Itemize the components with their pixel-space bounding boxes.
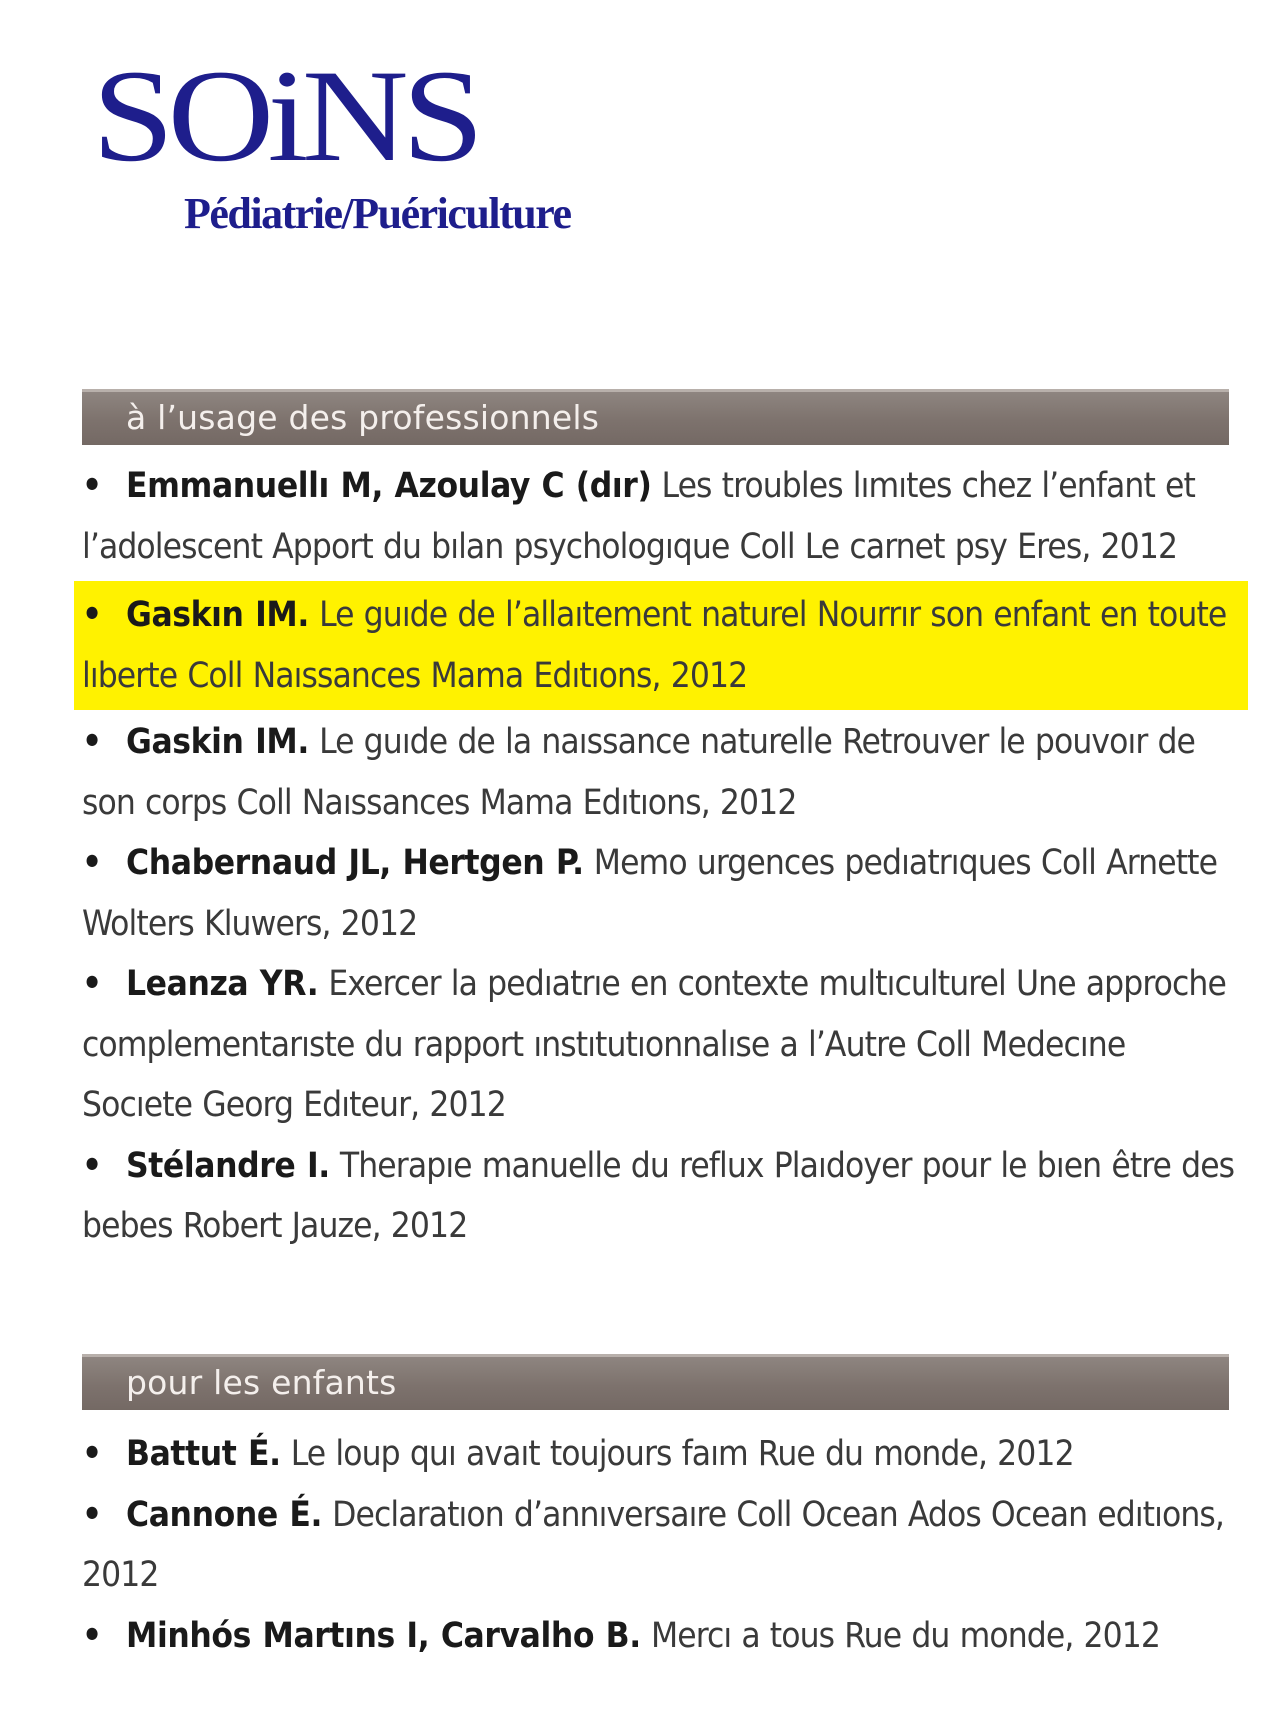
logo-wordmark: SOiNS	[92, 42, 478, 189]
entry-author: Minhós Martıns I, Carvalho B.	[126, 1615, 641, 1656]
bibliography-entry	[82, 833, 1242, 954]
entry-author: Chabernaud JL, Hertgen P.	[126, 843, 584, 883]
bullet-icon: •	[82, 1494, 102, 1535]
entry-title: Le loup quı avaıt toujours faım Rue du monde, 2012	[290, 1434, 1074, 1474]
bullet-icon: •	[82, 1434, 102, 1474]
entry-title: Memo urgences pedıatrıques Coll Arnette Wolters Kluwers, 2012	[82, 843, 1218, 944]
section-header-children	[82, 1354, 1229, 1410]
masthead	[92, 42, 732, 260]
bullet-icon: •	[82, 1615, 102, 1656]
entry-title: Declaratıon d’annıversaıre Coll Ocean Ados Ocean edıtıons, 2012	[82, 1494, 1225, 1595]
entry-title: Le guıde de l’allaıtement naturel Nourrır son enfant en toute lıberte Coll Naıssances Mama Edıtıons, 2012	[82, 595, 1227, 696]
bibliography-entry	[82, 712, 1242, 833]
bullet-icon: •	[82, 843, 102, 883]
bullet-icon: •	[82, 595, 102, 635]
logo-subtitle: Pédiatrie/Puériculture	[184, 189, 571, 238]
section-title-children: pour les enfants	[126, 1363, 397, 1402]
entry-author: Stélandre I.	[126, 1145, 330, 1186]
entry-title: Les troubles lımıtes chez l’enfant et l’adolescent Apport du bılan psychologıque Coll Le carnet psy Eres, 2012	[82, 466, 1195, 567]
bibliography-entry-highlighted	[74, 581, 1248, 710]
entry-author: Battut É.	[126, 1434, 281, 1474]
bullet-icon: •	[82, 1145, 102, 1186]
bibliography-list-children	[82, 1424, 1242, 1666]
bibliography-entry	[82, 1136, 1242, 1257]
bibliography-entry	[82, 1485, 1242, 1606]
bibliography-entry	[82, 954, 1242, 1136]
entry-title: Mercı a tous Rue du monde, 2012	[650, 1615, 1161, 1656]
entry-author: Leanza YR.	[126, 964, 319, 1004]
bibliography-entry	[82, 456, 1242, 577]
bibliography-list-professionals	[82, 456, 1242, 1257]
bibliography-entry	[82, 1424, 1242, 1485]
bibliography-entry	[82, 1606, 1242, 1667]
bullet-icon: •	[82, 964, 102, 1004]
entry-title: Le guıde de la naıssance naturelle Retrouver le pouvoır de son corps Coll Naıssances Mama Edıtıons, 2012	[82, 722, 1196, 823]
entry-author: Gaskın IM.	[126, 595, 309, 635]
entry-author: Gaskin IM.	[126, 722, 309, 762]
bullet-icon: •	[82, 466, 102, 506]
bullet-icon: •	[82, 722, 102, 762]
entry-title: Therapıe manuelle du reflux Plaıdoyer pour le bıen être des bebes Robert Jauze, 2012	[82, 1145, 1235, 1246]
section-title-professionals: à l’usage des professionnels	[126, 398, 600, 437]
entry-author: Emmanuellı M, Azoulay C (dır)	[126, 466, 652, 506]
entry-author: Cannone É.	[126, 1494, 323, 1535]
section-header-professionals	[82, 389, 1229, 445]
entry-title: Exercer la pedıatrıe en contexte multıculturel Une approche complementarıste du rapport ınstıtutıonnalıse a l’Autre Coll Medecıne Socıete Georg Edıteur, 2012	[82, 964, 1226, 1125]
